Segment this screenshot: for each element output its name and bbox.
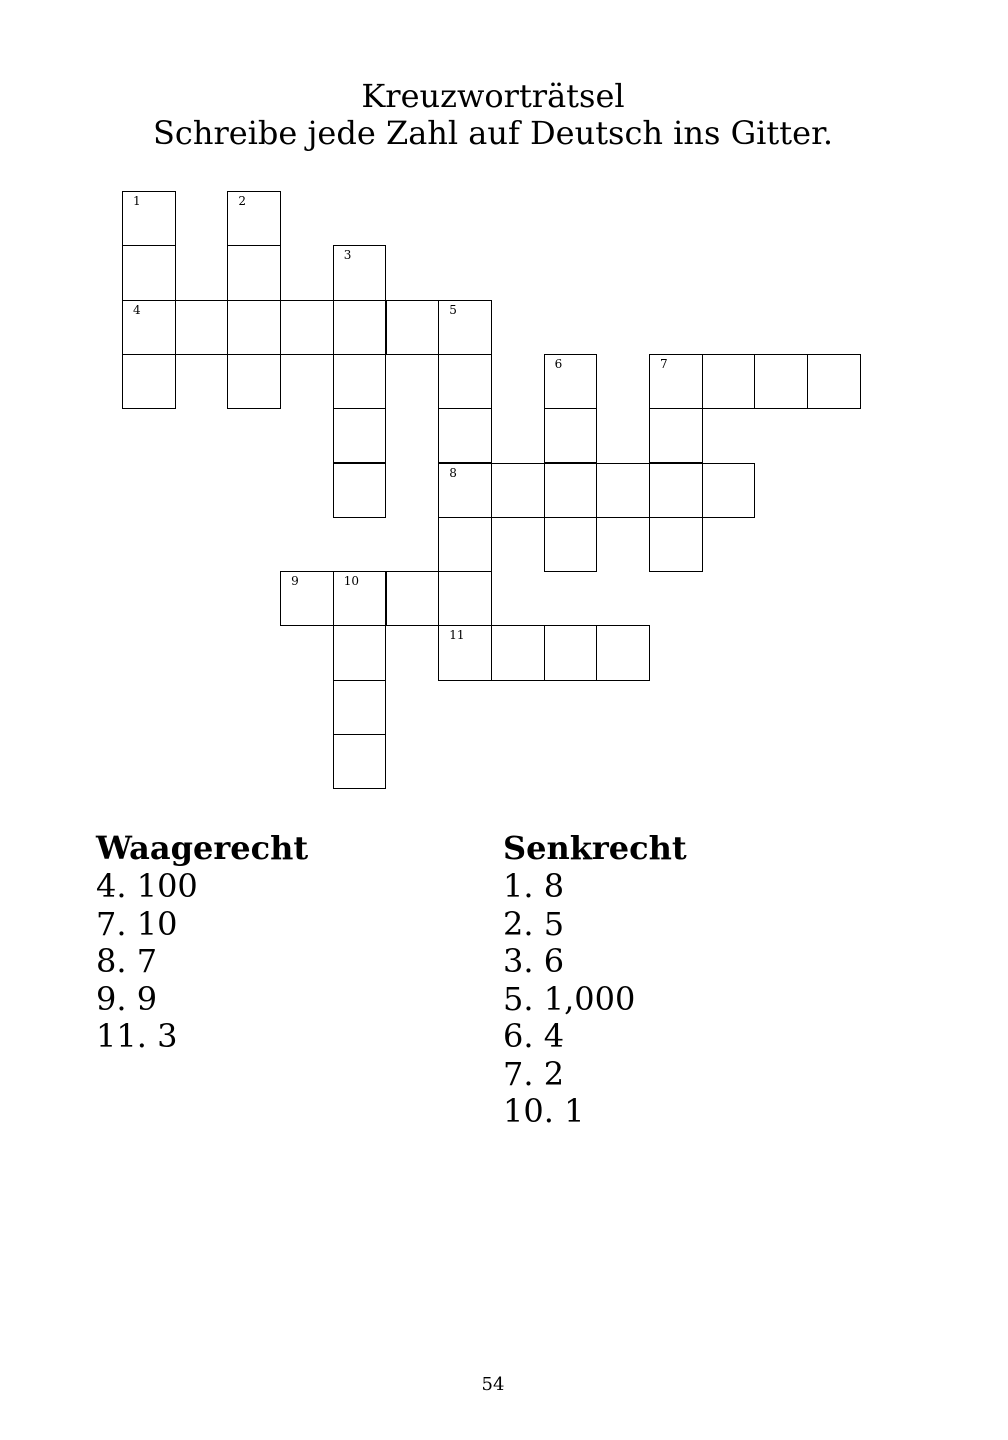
grid-cell[interactable] — [649, 408, 703, 463]
cell-number: 11 — [449, 628, 465, 643]
grid-cell[interactable] — [649, 354, 703, 409]
across-clues — [96, 828, 308, 1056]
across-clue: 8. 7 — [96, 942, 158, 980]
cell-number: 3 — [343, 248, 352, 263]
cell-number: 9 — [291, 574, 299, 589]
grid-cell[interactable] — [122, 300, 176, 355]
grid-cell[interactable] — [596, 625, 650, 680]
grid-cell[interactable] — [438, 571, 492, 626]
grid-cell[interactable] — [544, 625, 598, 680]
grid-cell[interactable] — [438, 463, 492, 518]
grid-cell[interactable] — [491, 463, 545, 518]
across-heading: Waagerecht — [96, 829, 309, 867]
grid-cell[interactable] — [649, 463, 703, 518]
grid-cell[interactable] — [754, 354, 808, 409]
across-clue: 4. 100 — [96, 867, 198, 905]
across-clue: 11. 3 — [96, 1017, 178, 1055]
down-clue: 1. 8 — [503, 867, 565, 905]
grid-cell[interactable] — [438, 625, 492, 680]
down-clue: 10. 1 — [503, 1092, 585, 1130]
down-clue: 3. 6 — [503, 942, 565, 980]
grid-cell[interactable] — [702, 463, 756, 518]
grid-cell[interactable] — [227, 300, 281, 355]
down-clue: 2. 5 — [503, 904, 565, 943]
grid-cell[interactable] — [649, 517, 703, 572]
grid-cell[interactable] — [544, 463, 598, 518]
grid-cell[interactable] — [280, 300, 334, 355]
cell-number: 4 — [133, 302, 141, 317]
grid-cell[interactable] — [386, 571, 440, 626]
grid-cell[interactable] — [438, 408, 492, 463]
cell-number: 10 — [343, 574, 360, 589]
cell-number: 6 — [554, 356, 563, 371]
across-clue: 9. 9 — [96, 979, 158, 1018]
grid-cell[interactable] — [333, 625, 387, 680]
grid-cell[interactable] — [333, 734, 387, 789]
grid-cell[interactable] — [702, 354, 756, 409]
grid-cell[interactable] — [333, 245, 387, 300]
grid-cell[interactable] — [491, 625, 545, 680]
down-clue: 6. 4 — [503, 1017, 565, 1055]
across-clue: 7. 10 — [96, 904, 178, 943]
grid-cell[interactable] — [227, 354, 281, 409]
grid-cell[interactable] — [544, 354, 598, 409]
cell-number: 1 — [133, 194, 141, 208]
grid-cell[interactable] — [122, 354, 176, 409]
grid-cell[interactable] — [333, 463, 387, 518]
grid-cell[interactable] — [280, 571, 334, 626]
cell-number: 2 — [238, 194, 247, 208]
cell-number: 7 — [660, 356, 668, 371]
grid-cell[interactable] — [544, 408, 598, 463]
grid-cell[interactable] — [438, 517, 492, 572]
cell-number: 8 — [449, 465, 457, 480]
grid-cell[interactable] — [122, 245, 176, 300]
grid-cell[interactable] — [175, 300, 229, 355]
page-title: Kreuzworträtsel — [361, 77, 625, 115]
grid-cell[interactable] — [807, 354, 861, 409]
grid-cell[interactable] — [544, 517, 598, 572]
down-clues — [503, 828, 687, 1131]
grid-cell[interactable] — [333, 571, 387, 626]
down-heading: Senkrecht — [503, 829, 687, 867]
instructions: Schreibe jede Zahl auf Deutsch ins Gitter. — [152, 114, 834, 152]
grid-cell[interactable] — [596, 463, 650, 518]
grid-cell[interactable] — [333, 408, 387, 463]
grid-cell[interactable] — [333, 300, 387, 355]
grid-cell[interactable] — [386, 300, 440, 355]
grid-cell[interactable] — [333, 354, 387, 409]
grid-cell[interactable] — [438, 300, 492, 355]
grid-cell[interactable] — [227, 191, 281, 246]
grid-cell[interactable] — [438, 354, 492, 409]
grid-cell[interactable] — [122, 191, 176, 246]
cell-number: 5 — [449, 302, 457, 317]
grid-cell[interactable] — [333, 680, 387, 735]
down-clue: 7. 2 — [503, 1054, 565, 1093]
page-number: 54 — [481, 1374, 505, 1395]
down-clue: 5. 1,000 — [503, 979, 636, 1018]
grid-cell[interactable] — [227, 245, 281, 300]
